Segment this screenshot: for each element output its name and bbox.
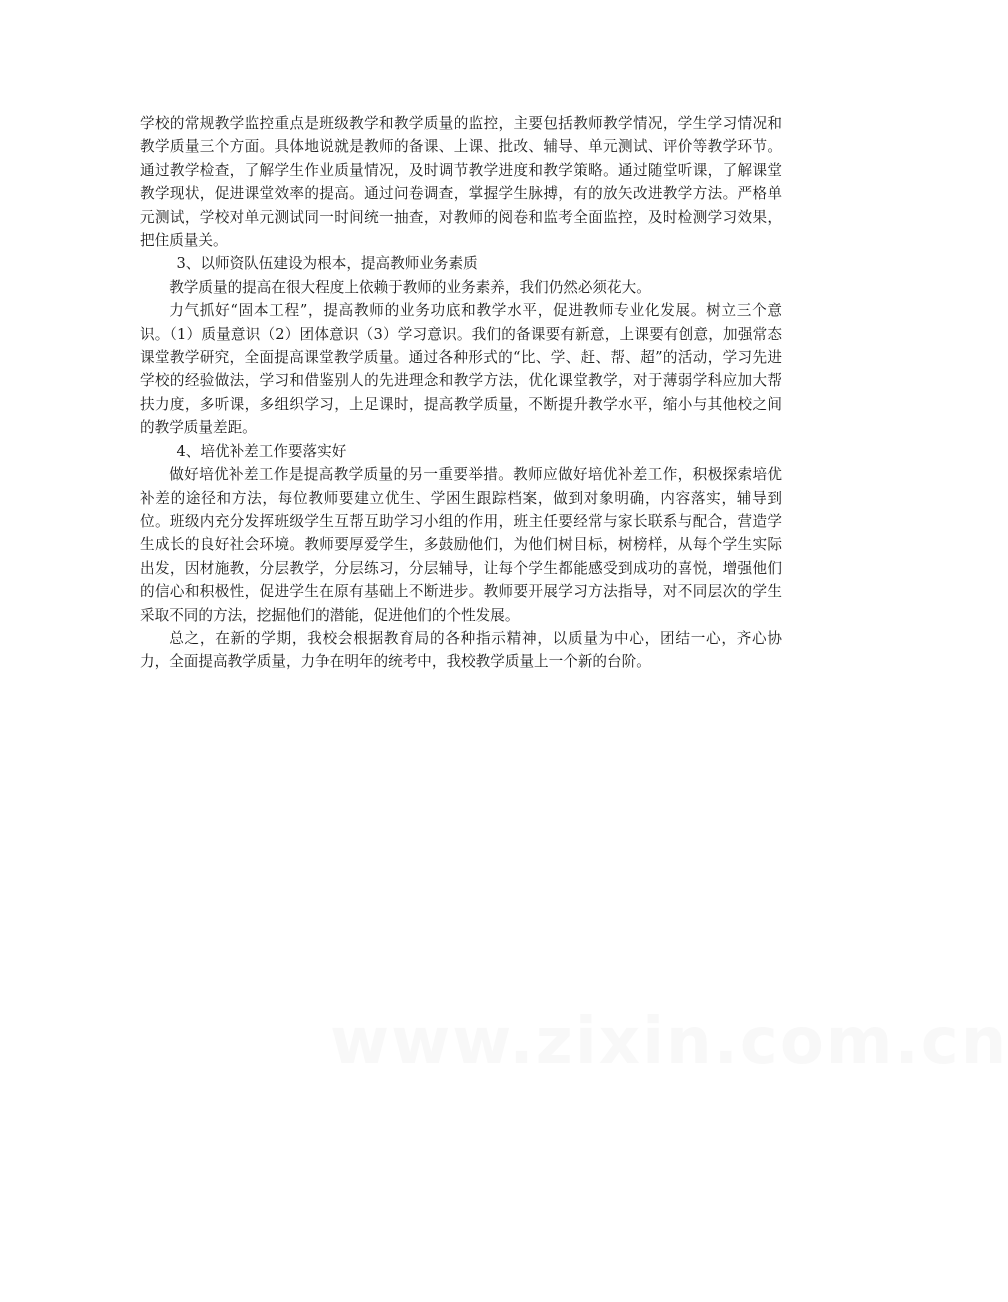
paragraph-conclusion: 总之，在新的学期，我校会根据教育局的各种指示精神，以质量为中心，团结一心，齐心协力，全面提高教学质量，力争在明年的统考中，我校教学质量上一个新的台阶。 <box>140 629 782 671</box>
document-body <box>140 112 782 674</box>
paragraph-teacher-quality: 教学质量的提高在很大程度上依赖于教师的业务素养，我们仍然必须花大。 <box>169 278 651 296</box>
paragraph-foundation-project: 力气抓好“固本工程”，提高教师的业务功底和教学水平，促进教师专业化发展。树立三个意识。（1）质量意识（2）团体意识（3）学习意识。我们的备课要有新意，上课要有创意，加强常态课堂教学研究，全面提高课堂教学质量。通过各种形式的“比、学、赶、帮、超”的活动，学习先进学校的经验做法，学习和借鉴别人的先进理念和教学方法，优化课堂教学，对于薄弱学科应加大帮扶力度，多听课，多组织学习，上足课时，提高教学质量，不断提升教学水平，缩小与其他校之间的教学质量差距。 <box>140 302 782 437</box>
paragraph-monitoring: 学校的常规教学监控重点是班级教学和教学质量的监控，主要包括教师教学情况，学生学习情况和教学质量三个方面。具体地说就是教师的备课、上课、批改、辅导、单元测试、评价等教学环节。通过教学检查，了解学生作业质量情况，及时调节教学进度和教学策略。通过随堂听课，了解课堂教学现状，促进课堂效率的提高。通过问卷调查，掌握学生脉搏，有的放矢改进教学方法。严格单元测试，学校对单元测试同一时间统一抽查，对教师的阅卷和监考全面监控，及时检测学习效果，把住质量关。 <box>140 115 782 250</box>
watermark: www.zixin.com.cn <box>330 1005 1008 1079</box>
paragraph-tutoring: 做好培优补差工作是提高教学质量的另一重要举措。教师应做好培优补差工作，积极探索培优补差的途径和方法，每位教师要建立优生、学困生跟踪档案，做到对象明确，内容落实，辅导到位。班级内充分发挥班级学生互帮互助学习小组的作用，班主任要经常与家长联系与配合，营造学生成长的良好社会环境。教师要厚爱学生，多鼓励他们，为他们树目标，树榜样，从每个学生实际出发，因材施教，分层教学，分层练习，分层辅导，让每个学生都能感受到成功的喜悦，增强他们的信心和积极性，促进学生在原有基础上不断进步。教师要开展学习方法指导，对不同层次的学生采取不同的方法，挖掘他们的潜能，促进他们的个性发展。 <box>140 466 782 624</box>
section-heading-3: 3、以师资队伍建设为根本，提高教师业务素质 <box>176 255 478 273</box>
section-heading-4: 4、培优补差工作要落实好 <box>176 442 347 460</box>
